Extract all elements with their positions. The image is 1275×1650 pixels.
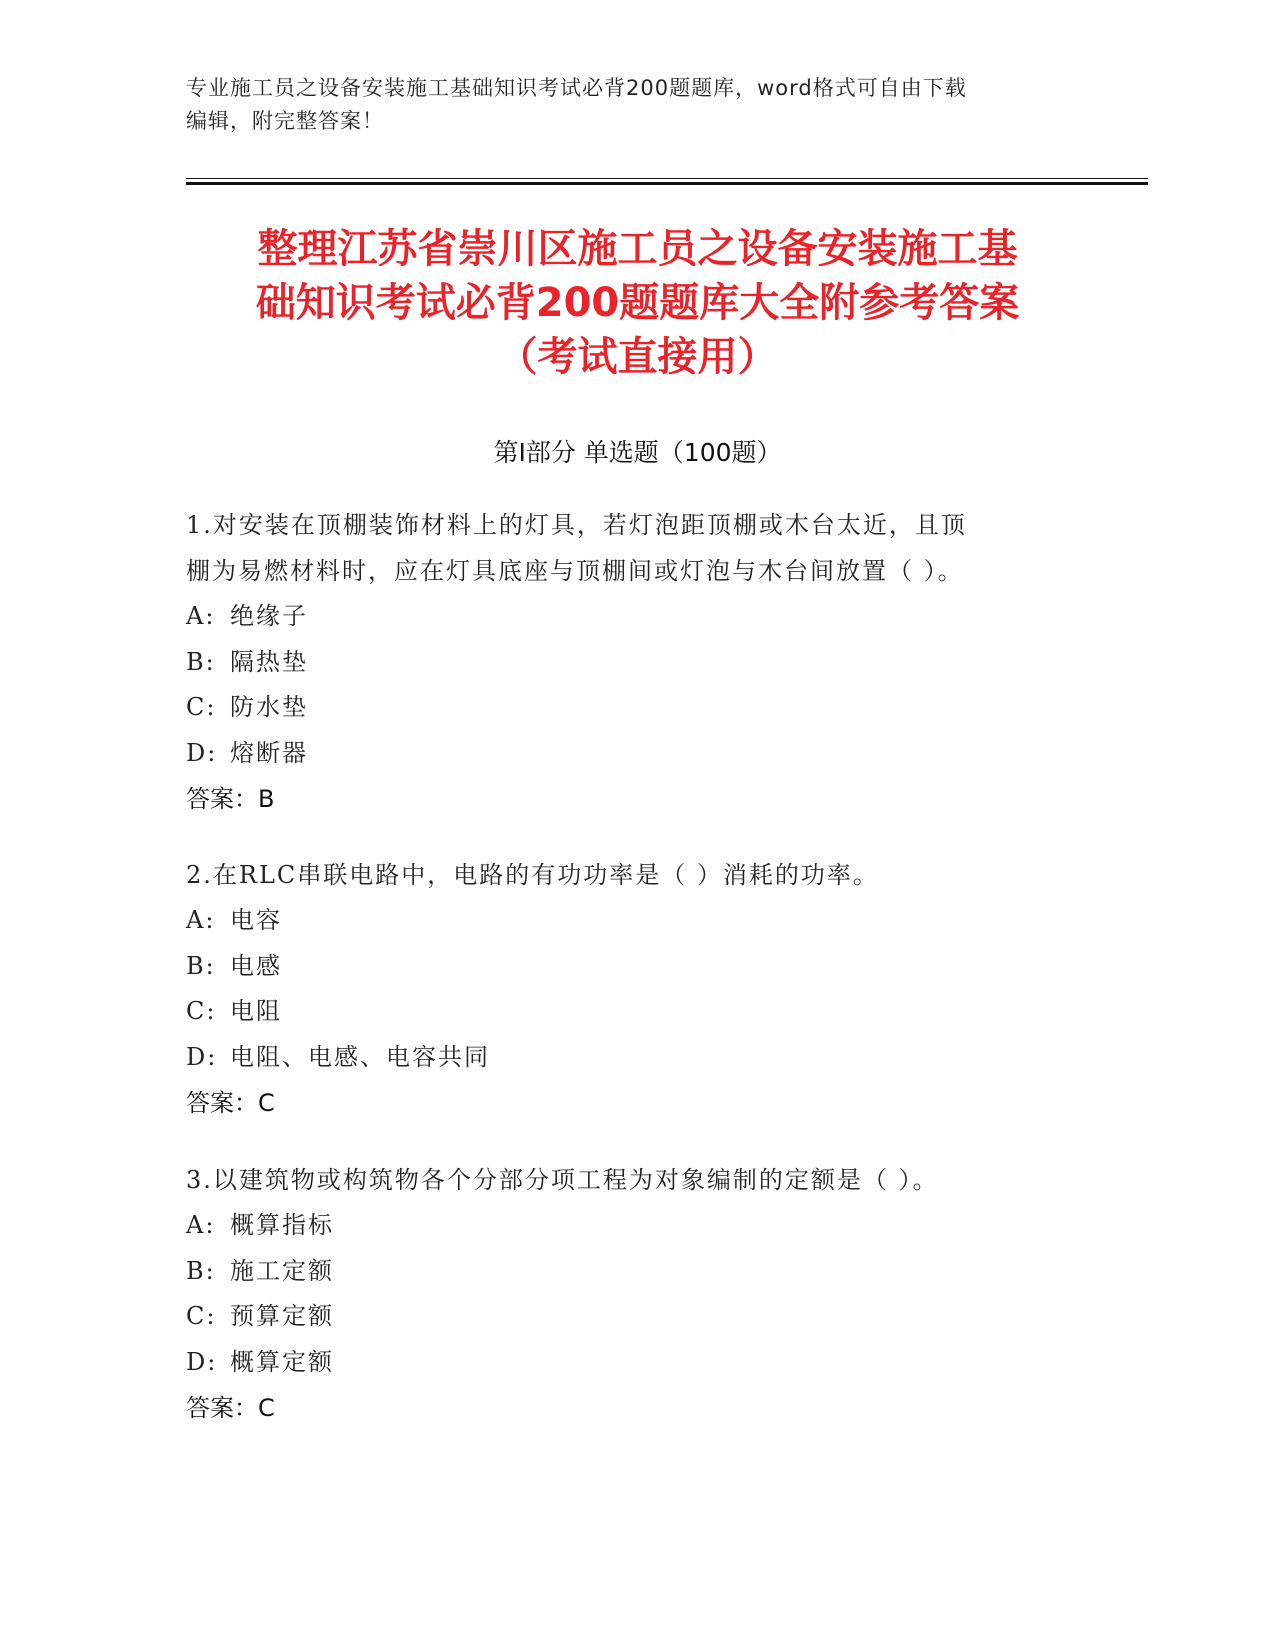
option-a	[186, 594, 1086, 640]
option-label: D:	[186, 1347, 218, 1376]
title-line-1: 整理江苏省崇川区施工员之设备安装施工基	[257, 226, 1018, 272]
option-label: A:	[186, 1211, 216, 1239]
document-title	[150, 222, 1125, 384]
option-text: 隔热垫	[230, 647, 308, 676]
option-text: 预算定额	[230, 1302, 334, 1330]
header-note-line-1: 专业施工员之设备安装施工基础知识考试必背200题题库，word格式可自由下载	[186, 76, 967, 100]
section-heading: 第Ⅰ部分 单选题（100题）	[493, 438, 782, 467]
question-stem-line-1: 2.在RLC串联电路中，电路的有功功率是（ ）消耗的功率。	[186, 861, 879, 889]
header-divider-thin	[186, 178, 1148, 179]
option-label: C:	[186, 693, 217, 721]
option-c	[186, 1294, 1086, 1340]
option-label: C:	[186, 1302, 217, 1330]
option-text: 电阻、电感、电容共同	[230, 1042, 490, 1071]
option-text: 电容	[230, 906, 282, 934]
option-text: 防水垫	[230, 693, 308, 721]
option-label: A:	[186, 602, 216, 630]
question-1	[186, 502, 1086, 822]
option-b	[186, 1249, 1086, 1295]
option-label: B:	[186, 1256, 216, 1285]
option-label: D:	[186, 1042, 218, 1071]
question-stem	[186, 1157, 1086, 1203]
option-c	[186, 989, 1086, 1035]
question-stem-line-1: 1.对安装在顶棚装饰材料上的灯具，若灯泡距顶棚或木台太近，且顶	[186, 511, 967, 539]
option-b	[186, 640, 1086, 686]
answer: 答案：B	[186, 785, 275, 813]
title-line-3: （考试直接用）	[497, 334, 778, 380]
question-stem	[186, 852, 1086, 898]
option-text: 概算指标	[230, 1211, 334, 1239]
option-text: 电感	[230, 951, 282, 980]
option-d	[186, 1340, 1086, 1386]
option-text: 概算定额	[230, 1347, 334, 1376]
option-d	[186, 1035, 1086, 1081]
header-note-line-2: 编辑，附完整答案！	[186, 109, 384, 133]
option-label: D:	[186, 738, 218, 767]
option-a	[186, 1203, 1086, 1249]
question-stem	[186, 502, 1086, 594]
option-b	[186, 944, 1086, 990]
title-line-2: 础知识考试必背200题题库大全附参考答案	[255, 280, 1020, 326]
option-text: 熔断器	[230, 738, 308, 767]
question-2	[186, 852, 1086, 1126]
option-label: B:	[186, 647, 216, 676]
option-c	[186, 685, 1086, 731]
answer: 答案：C	[186, 1394, 275, 1422]
option-text: 施工定额	[230, 1256, 334, 1285]
option-text: 绝缘子	[230, 602, 308, 630]
header-note	[186, 72, 1066, 138]
option-label: B:	[186, 951, 216, 980]
header-divider-thick	[186, 182, 1148, 185]
question-stem-line-1: 3.以建筑物或构筑物各个分部分项工程为对象编制的定额是（ ）。	[186, 1166, 939, 1194]
option-text: 电阻	[230, 997, 282, 1025]
option-label: A:	[186, 906, 216, 934]
question-stem-line-2: 棚为易燃材料时，应在灯具底座与顶棚间或灯泡与木台间放置（ ）。	[186, 557, 964, 585]
option-d	[186, 731, 1086, 777]
answer: 答案：C	[186, 1089, 275, 1117]
question-3	[186, 1157, 1086, 1431]
option-label: C:	[186, 997, 217, 1025]
option-a	[186, 898, 1086, 944]
